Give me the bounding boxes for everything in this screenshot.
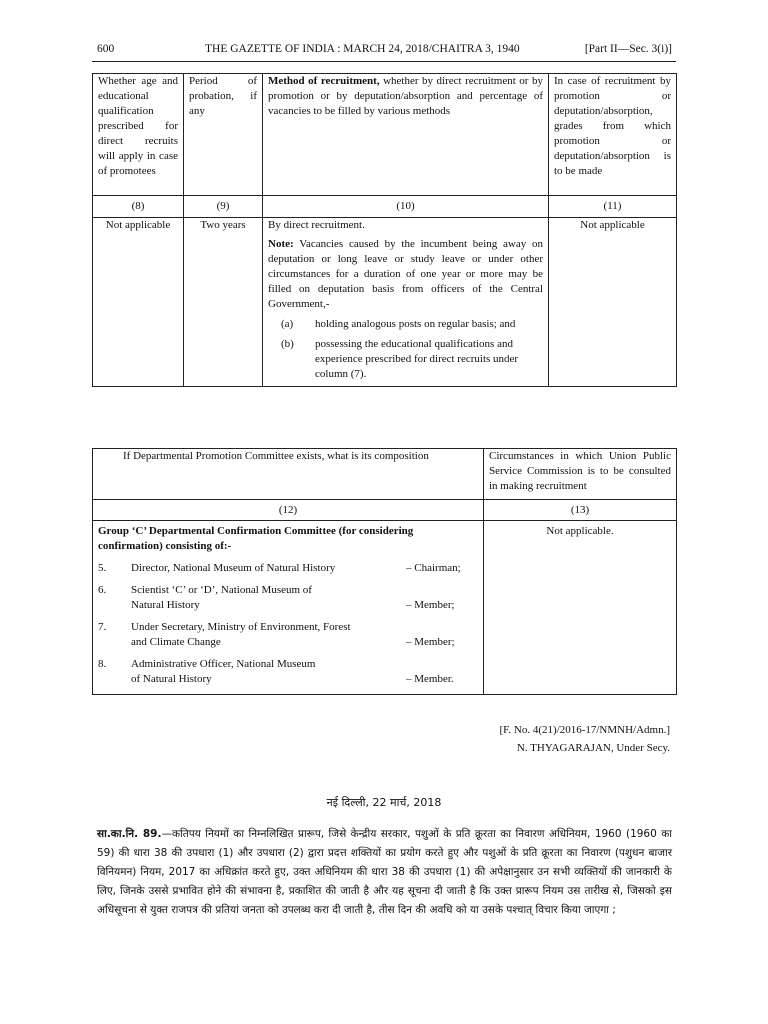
member-line-1: Administrative Officer, National Museum [131,658,316,670]
method-text: By direct recruitment. [268,219,365,231]
header-col-10-bold: Method of recruitment, [268,75,380,87]
member-role: – Member. [406,673,454,685]
member-number: 6. [98,584,107,596]
part-section: [Part II—Sec. 3(i)] [584,43,672,55]
committee-member [98,657,478,687]
col-number-10: (10) [263,196,549,218]
column-number-row [93,500,677,521]
col-number-13: (13) [484,500,677,521]
member-number: 8. [98,658,107,670]
cell-col-11: Not applicable [549,218,677,387]
committee-member [98,620,478,650]
header-col-9: Period of probation, if any [184,74,263,196]
item-a-label: (a) [281,318,294,330]
running-header [97,42,672,58]
cell-col-10 [263,218,549,387]
member-designation [131,583,401,613]
note-text: Vacancies caused by the incumbent being away on deputation or long leave or study leave or under other circumstances for a duration of one year or more may be filled on deputation basis from officers of the Central Government,- [268,238,543,310]
member-designation [131,620,401,650]
cell-col-12 [93,521,484,695]
col-number-12: (12) [93,500,484,521]
item-b-text: possessing the educational qualifications and experience prescribed for direct recruits under column (7). [315,338,519,380]
header-col-8: Whether age and educational qualification prescribed for direct recruits will apply in case of promotees [93,74,184,196]
gazette-title: THE GAZETTE OF INDIA : MARCH 24, 2018/CHAITRA 3, 1940 [205,43,520,55]
member-designation [131,561,401,576]
note-item-a [268,317,543,332]
member-number: 5. [98,562,107,574]
committee-member [98,561,478,576]
col-number-9: (9) [184,196,263,218]
member-line-2: Natural History [131,599,200,611]
notice-label: सा.का.नि. 89. [97,828,162,840]
table-body-row [93,218,677,387]
member-role: – Chairman; [406,562,461,574]
committee-title: Group ‘C’ Departmental Confirmation Committee (for considering confirmation) consisting of:- [98,525,414,552]
header-col-10-rest: whether by direct recruitment or by promotion or by deputation/absorption and percentage of vacancies to be filled by various methods [268,75,543,117]
notice-text: —कतिपय नियमों का निम्नलिखित प्रारूप, जिसे केन्द्रीय सरकार, पशुओं के प्रति क्रूरता का निवारण अधिनियम, 1960 (1960 का 59) की धारा 38 की उपधारा (1) और उपधारा (2) द्वारा प्रदत्त शक्तियों का प्रयोग करते हुए और पशुओं के प्रति क्रूरता का निवारण (पशुधन बाजार विनियमन) नियम, 2017 का अधिक्रांत करते हुए, उक्त अधिनियम की धारा 38 की उपधारा (1) की अपेक्षानुसार उन सभी व्यक्तियों की जानकारी के लिए, जिनके उससे प्रभावित होने की संभावना है, प्रकाशित की जाती है और यह सूचना दी जाती है कि उक्त प्रारूप नियम उस तारीख से, जिसको इस अधिसूचना से युक्त राजपत्र की प्रतियां जनता को उपलब्ध करा दी जाती है, तीस दिन की अवधि को या उसके पश्चात् विचार किया जाएगा ; [97,828,672,916]
header-col-12: If Departmental Promotion Committee exists, what is its composition [93,449,484,500]
hindi-dateline: नई दिल्ली, 22 मार्च, 2018 [326,796,442,809]
member-line-1: Scientist ‘C’ or ‘D’, National Museum of [131,584,312,596]
hindi-notice-paragraph [97,825,672,920]
item-a-text: holding analogous posts on regular basis; and [315,318,516,330]
cell-col-8: Not applicable [93,218,184,387]
header-col-13: Circumstances in which Union Public Service Commission is to be consulted in making recruitment [484,449,677,500]
page-number: 600 [97,43,115,55]
member-number: 7. [98,621,107,633]
member-role: – Member; [406,599,455,611]
signatory: N. THYAGARAJAN, Under Secy. [516,742,670,754]
table-header-row [93,449,677,500]
note-label: Note: [268,238,294,250]
note-item-b [268,337,543,382]
item-b-label: (b) [281,338,294,350]
header-col-11: In case of recruitment by promotion or deputation/absorption, grades from which promotion or deputation/absorption is to be made [549,74,677,196]
table-header-row [93,74,677,196]
committee-table-cols-12-13 [92,448,677,695]
col-number-8: (8) [93,196,184,218]
cell-col-13: Not applicable. [484,521,677,695]
member-designation [131,657,401,687]
note-paragraph [268,237,543,312]
header-rule [92,61,676,62]
committee-member [98,583,478,613]
file-reference: [F. No. 4(21)/2016-17/NMNH/Admn.] [499,724,670,736]
header-col-10 [263,74,549,196]
member-line-2: and Climate Change [131,636,221,648]
table-body-row [93,521,677,695]
member-line-1: Director, National Museum of Natural History [131,562,336,574]
col-number-11: (11) [549,196,677,218]
recruitment-table-cols-8-11 [92,73,677,387]
cell-col-9: Two years [184,218,263,387]
member-line-2: of Natural History [131,673,212,685]
column-number-row [93,196,677,218]
member-line-1: Under Secretary, Ministry of Environment, Forest [131,621,351,633]
member-role: – Member; [406,636,455,648]
